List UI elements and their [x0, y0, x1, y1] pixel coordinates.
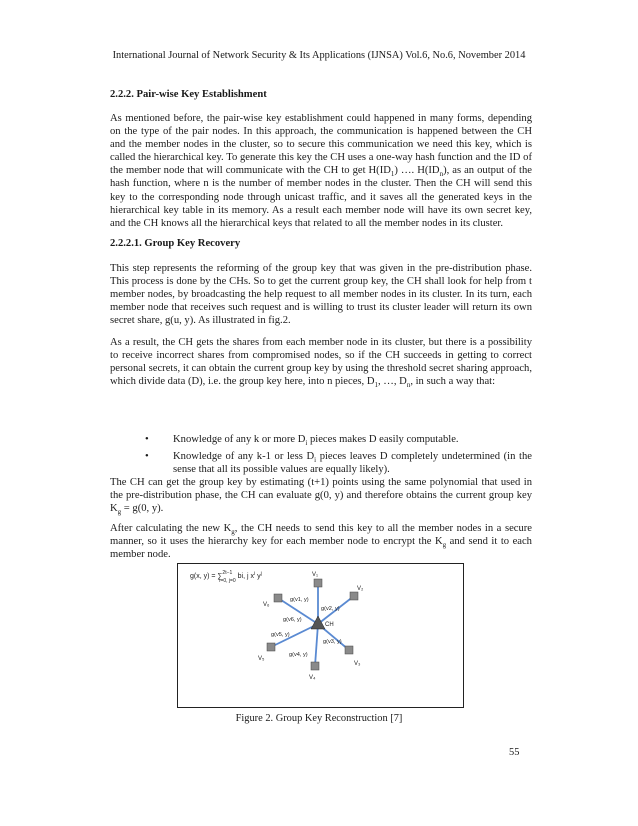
label-v3: V₃	[354, 661, 361, 667]
edge-label-v5: g(v5, y)	[271, 632, 290, 638]
figure-2	[177, 563, 464, 708]
edge-label-v3: g(v3, y)	[323, 639, 342, 645]
label-v1: V₁	[312, 572, 319, 578]
node-v1	[314, 579, 322, 587]
ch-label: CH	[325, 622, 334, 628]
paragraph-key-distribution: After calculating the new $K_g$, the CH needs to send this key to all the member nodes in a secure manner, so it uses the hierarchy key for each member node to encrypt the $K_g$ and send it to each member node.	[110, 523, 532, 561]
edge-label-v6: g(v6, y)	[283, 617, 302, 623]
node-v5	[267, 643, 275, 651]
label-v5: V₅	[258, 656, 265, 662]
node-v2	[350, 592, 358, 600]
page-number: 55	[509, 747, 520, 758]
running-header: International Journal of Network Security & Its Applications (IJNSA) Vol.6, No.6, November 2014	[112, 50, 526, 61]
node-v3	[345, 646, 353, 654]
section-heading-group-key-recovery: 2.2.2.1. Group Key Recovery	[110, 238, 241, 249]
label-v6: V₆	[263, 602, 270, 608]
edge-label-v1: g(v1, y)	[290, 597, 309, 603]
list-item: • Knowledge of any k-1 or less $D_i$ pieces leaves D completely undetermined (in the sense that all its possible values are equally likely).	[145, 451, 532, 476]
label-v4: V₄	[309, 675, 316, 681]
edge-label-v2: g(v2, y)	[321, 606, 340, 612]
ch-node	[311, 616, 325, 629]
edge-label-v4: g(v4, y)	[289, 652, 308, 658]
formula: g(x, y) = ∑$^{2t-1}$ i=0, j=0 bi, j $x^i$ $y^j$	[190, 570, 262, 584]
node-v4	[311, 662, 319, 670]
threshold-property-list	[110, 433, 532, 480]
section-heading-pairwise: 2.2.2. Pair-wise Key Establishment	[110, 89, 267, 100]
node-v6	[274, 594, 282, 602]
label-v2: V₂	[357, 586, 364, 592]
paragraph-group-key-recovery: This step represents the reforming of the group key that was given in the pre-distribution phase. This process is done by the CHs. So to get the current group key, the CH shall look for help from t member nodes, by broadcasting the help request to all member nodes in its cluster. In its turn, each member node that receives such request and is willing to trust its cluster leader will return its own secret share, g(u, y). As illustrated in fig.2.	[110, 263, 532, 327]
group-key-diagram	[178, 564, 463, 707]
paragraph-threshold-sharing: As a result, the CH gets the shares from each member node in its cluster, but there is a possibility to receive incorrect shares from compromised nodes, so if the CH succeeds in getting to correct personal secrets, it can obtain the current group key by using the threshold secret sharing approach, which divide data (D), i.e. the group key here, into n pieces, $D_1$, …, $D_n$, in such a way that:	[110, 337, 532, 390]
paragraph-group-key-estimation: The CH can get the group key by estimating (t+1) points using the same polynomial that used in the pre-distribution phase, the CH can evaluate g(0, y) and therefore obtains the current group key $K_g = g(0$, y).	[110, 477, 532, 517]
list-item: • Knowledge of any k or more $D_i$ pieces makes D easily computable.	[145, 434, 459, 448]
paragraph-pairwise-key: As mentioned before, the pair-wise key establishment could happened in many forms, depending on the type of the pair nodes. In this approach, the communication is happened between the CH and the member nodes in the cluster, so to secure this communication we need this key, which is called the hierarchical key. To generate this key the CH uses a one-way hash function and the ID of the member node that will communicate with the CH to get $H(ID_1)$ …. $H(ID_n)$, as an output of the hash function, where n is the number of member nodes in the cluster. Then the CH will send this key to the corresponding node through unicast traffic, and it saves all the generated keys in the hierarchical key table in its memory. As a result each member node will have its own secret key, and the CH knows all the hierarchical keys that related to all the member nodes in its cluster.	[110, 113, 532, 229]
edge-v4	[315, 624, 318, 666]
figure-caption: Figure 2. Group Key Reconstruction [7]	[235, 713, 403, 724]
